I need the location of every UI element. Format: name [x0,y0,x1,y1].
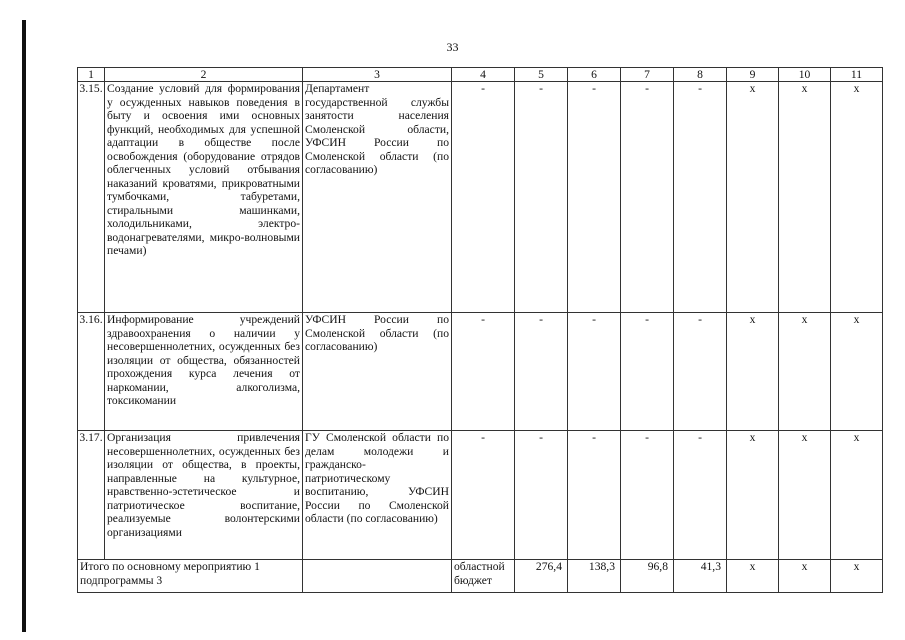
activity-text: Создание условий для формирования у осужденных навыков поведения в быту и освоения ими основных функций, необходимых для успешной адаптации в обществе после освобождения (оборудование отрядов облегченных условий отбывания наказаний кроватями, прикроватными тумбочками, табуретами, стиральными машинками, холодильниками, электро-водонагревателями, микро-волновыми печами) [105,82,303,313]
total-empty-cell [303,560,452,593]
header-cell-4: 4 [452,68,515,82]
total-label: Итого по основному мероприятию 1 подпрограммы 3 [78,560,303,593]
value-col-6: - [568,431,621,560]
value-col-5: - [515,313,568,431]
value-col-9: х [727,82,779,313]
total-col-7: 96,8 [621,560,674,593]
total-col-5: 276,4 [515,560,568,593]
value-col-5: - [515,431,568,560]
value-col-9: х [727,313,779,431]
table-row-3-17 [78,431,883,560]
value-col-6: - [568,313,621,431]
value-col-6: - [568,82,621,313]
activity-text: Организация привлечения несовершеннолетних, осужденных без изоляции от общества, в проекты, направленные на культурное, нравственно-эстетическое и патриотическое воспитание, реализуемые волонтерскими организациями [105,431,303,560]
value-col-9: х [727,431,779,560]
value-col-8: - [674,313,727,431]
total-col-11: х [831,560,883,593]
value-col-11: х [831,431,883,560]
header-cell-3: 3 [303,68,452,82]
executor-text: ГУ Смоленской области по делам молодежи и гражданско-патриотическому воспитанию, УФСИН России по Смоленской области (по согласованию) [303,431,452,560]
value-col-4: - [452,313,515,431]
header-cell-5: 5 [515,68,568,82]
header-cell-2: 2 [105,68,303,82]
table-row-3-15 [78,82,883,313]
value-col-5: - [515,82,568,313]
value-col-10: х [779,431,831,560]
value-col-4: - [452,82,515,313]
header-cell-1: 1 [78,68,105,82]
row-number: 3.15. [78,82,105,313]
funding-source: областной бюджет [452,560,515,593]
activity-text: Информирование учреждений здравоохранения о наличии у несовершеннолетних, осужденных без изоляции от общества, обязанностей прохождения курса лечения от наркомании, алкоголизма, токсикомании [105,313,303,431]
value-col-8: - [674,431,727,560]
header-cell-10: 10 [779,68,831,82]
value-col-4: - [452,431,515,560]
value-col-11: х [831,82,883,313]
executor-text: Департамент государственной службы занятости населения Смоленской области, УФСИН России по Смоленской области (по согласованию) [303,82,452,313]
value-col-7: - [621,82,674,313]
value-col-8: - [674,82,727,313]
binding-bar [22,20,26,632]
page-number: 33 [446,40,459,54]
header-row [78,68,883,82]
header-cell-6: 6 [568,68,621,82]
table-row-3-16 [78,313,883,431]
program-table [77,67,883,593]
total-col-8: 41,3 [674,560,727,593]
header-cell-8: 8 [674,68,727,82]
value-col-7: - [621,313,674,431]
value-col-11: х [831,313,883,431]
header-cell-11: 11 [831,68,883,82]
executor-text: УФСИН России по Смоленской области (по согласованию) [303,313,452,431]
value-col-10: х [779,82,831,313]
total-col-10: х [779,560,831,593]
row-number: 3.17. [78,431,105,560]
total-col-9: х [727,560,779,593]
value-col-7: - [621,431,674,560]
row-number: 3.16. [78,313,105,431]
header-cell-7: 7 [621,68,674,82]
value-col-10: х [779,313,831,431]
header-cell-9: 9 [727,68,779,82]
total-col-6: 138,3 [568,560,621,593]
total-row [78,560,883,593]
